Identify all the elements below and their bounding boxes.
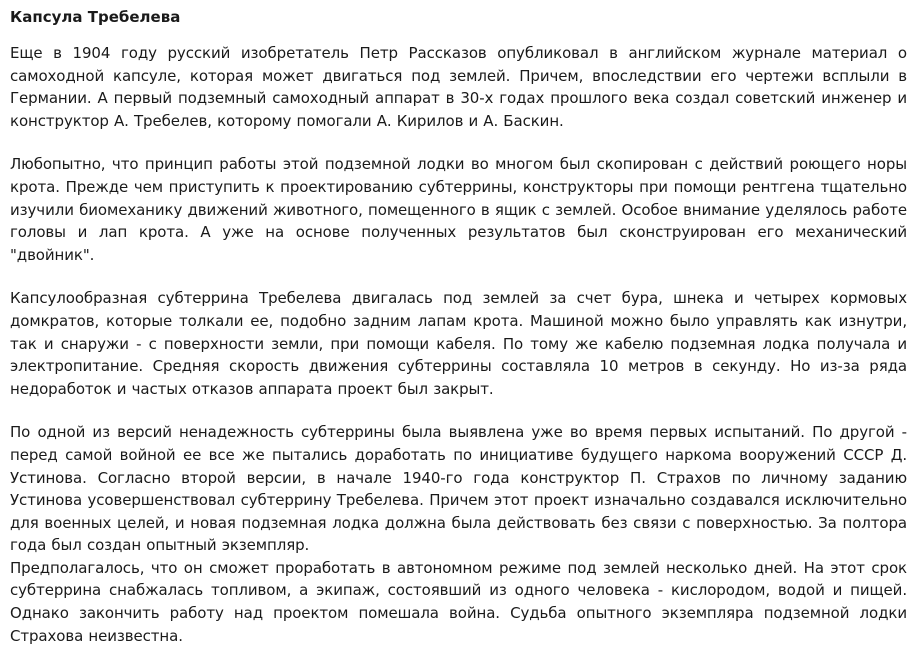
article-paragraph-1: Еще в 1904 году русский изобретатель Петр Рассказов опубликовал в английском журнале материал о самоходной капсуле, которая может двигаться под землей. Причем, впоследствии его чертежи всплыли в Германии. А первый подземный самоходный аппарат в 30-х годах прошлого века создал советский инженер и конструктор А. Требелев, которому помогали А. Кирилов и А. Баскин. [10,44,907,130]
article-title: Капсула Требелева [10,8,181,26]
article-paragraph-3: Капсулообразная субтеррина Требелева двигалась под землей за счет бура, шнека и четырех кормовых домкратов, которые толкали ее, подобно задним лапам крота. Машиной можно было управлять как изнутри, так и снаружи - с поверхности земли, при помощи кабеля. По тому же кабелю подземная лодка получала и электропитание. Средняя скорость движения субтеррины составляла 10 метров в секунду. Но из-за ряда недоработок и частых отказов аппарата проект был закрыт. [10,289,907,398]
article-paragraph-5: Предполагалось, что он сможет проработать в автономном режиме под землей несколько дней. На этот срок субтеррина снабжалась топливом, а экипаж, состоявший из одного человека - кислородом, водой и пищей. Однако закончить работу над проектом помешала война. Судьба опытного экземпляра подземной лодки Страхова неизвестна. [10,558,907,645]
article-paragraph-2: Любопытно, что принцип работы этой подземной лодки во многом был скопирован с действий роющего норы крота. Прежде чем приступить к проектированию субтеррины, конструкторы при помощи рентгена тщательно изучили биомеханику движений животного, помещенного в ящик с землей. Особое внимание уделялось работе головы и лап крота. А уже на основе полученных результатов был сконструирован его механический "двойник". [10,155,907,264]
article-paragraph-4: По одной из версий ненадежность субтеррины была выявлена уже во время первых испытаний. По другой - перед самой войной ее все же пытались доработать по инициативе будущего наркома вооружений СССР Д. Устинова. Согласно второй версии, в начале 1940-го года конструктор П. Страхов по личному заданию Устинова усовершенствовал субтеррину Требелева. Причем этот проект изначально создавался исключительно для военных целей, и новая подземная лодка должна была действовать без связи с поверхностью. За полтора года был создан опытный экземпляр. [10,423,907,555]
